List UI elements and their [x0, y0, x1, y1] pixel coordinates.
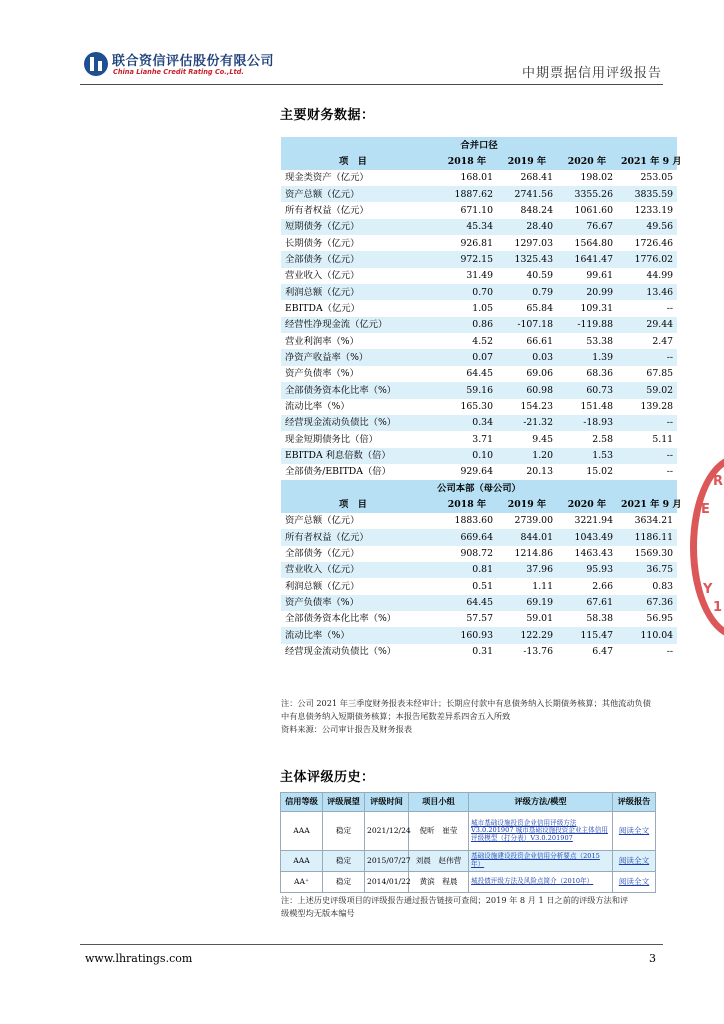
table-cell: 1214.86	[497, 546, 557, 562]
table-cell: -13.76	[497, 644, 557, 660]
table-cell: 64.45	[437, 595, 497, 611]
table-row	[281, 562, 677, 578]
row-label: 所有者权益（亿元）	[281, 202, 437, 218]
table-cell: 40.59	[497, 268, 557, 284]
table-cell: -119.88	[557, 317, 617, 333]
table-cell: 0.10	[437, 448, 497, 464]
table-cell: 13.46	[617, 284, 677, 300]
table-cell: 5.11	[617, 431, 677, 447]
table-cell: 66.61	[497, 333, 557, 349]
table-cell: -18.93	[557, 415, 617, 431]
column-header: 2020 年	[557, 497, 617, 513]
column-header: 2021 年 9 月	[617, 497, 677, 513]
table-cell: 28.40	[497, 219, 557, 235]
table-cell: 67.61	[557, 595, 617, 611]
table-cell: --	[617, 415, 677, 431]
method-link[interactable]: 城市基础设施投资企业信用评级方法 V3.0.201907 城市基础设施投资企业主体信用评级模型（打分表）V3.0.201907	[469, 812, 613, 851]
table-cell: 198.02	[557, 170, 617, 186]
table-cell: 黄滨 程晨	[409, 872, 469, 893]
table-row	[281, 170, 677, 186]
table-cell: AAA	[281, 812, 323, 851]
table-cell: 669.64	[437, 529, 497, 545]
consolidated-band-label: 合并口径	[281, 137, 677, 153]
column-header: 评级展望	[323, 793, 365, 812]
table-cell: 844.01	[497, 529, 557, 545]
table-cell: 稳定	[323, 851, 365, 872]
table-cell: 253.05	[617, 170, 677, 186]
table-row	[281, 399, 677, 415]
row-label: EBITDA 利息倍数（倍）	[281, 448, 437, 464]
financial-note-2: 中有息债务纳入短期债务核算；本报告尾数差异系四舍五入所致	[281, 711, 511, 721]
table-cell: 1.39	[557, 349, 617, 365]
table-cell: 2.66	[557, 578, 617, 594]
table-cell: 2741.56	[497, 186, 557, 202]
table-cell: 刘晨 赵伟营	[409, 851, 469, 872]
table-cell: 69.06	[497, 366, 557, 382]
table-cell: 0.07	[437, 349, 497, 365]
table-row	[281, 611, 677, 627]
method-link[interactable]: 基础设施建设投资企业信用分析要点（2015 年）	[469, 851, 613, 872]
row-label: 经营现金流动负债比（%）	[281, 644, 437, 660]
rating-history-table	[280, 792, 656, 893]
read-full-link[interactable]: 阅读全文	[613, 851, 656, 872]
column-header: 评级时间	[365, 793, 409, 812]
table-cell: 1.20	[497, 448, 557, 464]
table-row	[281, 284, 677, 300]
table-cell: 45.34	[437, 219, 497, 235]
row-label: 资产负债率（%）	[281, 595, 437, 611]
table-cell: 168.01	[437, 170, 497, 186]
financial-source: 资料来源：公司审计报告及财务报表	[281, 724, 413, 734]
table-cell: 139.28	[617, 399, 677, 415]
table-row	[281, 349, 677, 365]
table-cell: 3835.59	[617, 186, 677, 202]
table-cell: 268.41	[497, 170, 557, 186]
history-note-1: 注：上述历史评级项目的评级报告通过报告链接可查阅；2019 年 8 月 1 日之前的评级方法和评	[281, 895, 629, 905]
table-cell: 2.47	[617, 333, 677, 349]
row-label: 全部债务（亿元）	[281, 251, 437, 267]
row-label: 营业收入（亿元）	[281, 562, 437, 578]
table-cell: AA⁺	[281, 872, 323, 893]
row-label: 所有者权益（亿元）	[281, 529, 437, 545]
consolidated-band	[281, 137, 677, 153]
parent-company-band-label: 公司本部（母公司）	[281, 480, 677, 496]
table-cell: 3221.94	[557, 513, 617, 529]
table-cell: 3.71	[437, 431, 497, 447]
table-cell: 49.56	[617, 219, 677, 235]
table-cell: 1887.62	[437, 186, 497, 202]
table-cell: 53.38	[557, 333, 617, 349]
table-cell: 0.83	[617, 578, 677, 594]
column-header: 项 目	[281, 497, 437, 513]
table-row	[281, 578, 677, 594]
row-label: 全部债务（亿元）	[281, 546, 437, 562]
table-cell: 972.15	[437, 251, 497, 267]
column-header: 2019 年	[497, 497, 557, 513]
table-cell: 1061.60	[557, 202, 617, 218]
row-label: 经营现金流动负债比（%）	[281, 415, 437, 431]
table-cell: 0.31	[437, 644, 497, 660]
company-name-cn: 联合资信评估股份有限公司	[112, 54, 275, 69]
table-row	[281, 333, 677, 349]
table-row	[281, 464, 677, 480]
table-cell: --	[617, 644, 677, 660]
table-cell: 稳定	[323, 812, 365, 851]
table-cell: 31.49	[437, 268, 497, 284]
read-full-link[interactable]: 阅读全文	[613, 812, 656, 851]
row-label: 流动比率（%）	[281, 399, 437, 415]
table-cell: 929.64	[437, 464, 497, 480]
row-label: 营业收入（亿元）	[281, 268, 437, 284]
table-cell: 59.01	[497, 611, 557, 627]
table-cell: 1.05	[437, 300, 497, 316]
read-full-link[interactable]: 阅读全文	[613, 872, 656, 893]
row-label: EBITDA（亿元）	[281, 300, 437, 316]
page-header	[0, 0, 724, 90]
history-header-row	[281, 793, 656, 812]
row-label: 全部债务资本化比率（%）	[281, 382, 437, 398]
table-cell: 2015/07/27	[365, 851, 409, 872]
table-cell: 68.36	[557, 366, 617, 382]
column-header: 项 目	[281, 153, 437, 169]
table-cell: 20.13	[497, 464, 557, 480]
table-cell: 165.30	[437, 399, 497, 415]
table-row	[281, 644, 677, 660]
table-cell: 0.79	[497, 284, 557, 300]
table-cell: 1569.30	[617, 546, 677, 562]
parent-company-band	[281, 480, 677, 496]
table-cell: 1883.60	[437, 513, 497, 529]
row-label: 资产负债率（%）	[281, 366, 437, 382]
table-cell: 60.98	[497, 382, 557, 398]
table-cell: 0.86	[437, 317, 497, 333]
table-cell: 9.45	[497, 431, 557, 447]
table-cell: 110.04	[617, 627, 677, 643]
row-label: 营业利润率（%）	[281, 333, 437, 349]
table-cell: --	[617, 448, 677, 464]
table-cell: 99.61	[557, 268, 617, 284]
table-row	[281, 513, 677, 529]
table-row	[281, 317, 677, 333]
table-cell: 57.57	[437, 611, 497, 627]
table-row	[281, 382, 677, 398]
row-label: 长期债务（亿元）	[281, 235, 437, 251]
table-row	[281, 627, 677, 643]
table-cell: AAA	[281, 851, 323, 872]
table-cell: 154.23	[497, 399, 557, 415]
company-seal-stamp: R E Y 1	[690, 455, 724, 639]
table-row	[281, 546, 677, 562]
table-row	[281, 235, 677, 251]
table-cell: 2.58	[557, 431, 617, 447]
table-cell: 848.24	[497, 202, 557, 218]
table-cell: 115.47	[557, 627, 617, 643]
footer-url[interactable]: www.lhratings.com	[85, 952, 193, 965]
table-row	[281, 529, 677, 545]
table-cell: 0.03	[497, 349, 557, 365]
table-row	[281, 202, 677, 218]
table-cell: 58.38	[557, 611, 617, 627]
column-header: 2021 年 9 月	[617, 153, 677, 169]
financial-data-table	[281, 137, 682, 660]
table-cell: 37.96	[497, 562, 557, 578]
table-cell: --	[617, 464, 677, 480]
table-cell: 倪昕 崔莹	[409, 812, 469, 851]
column-header: 2020 年	[557, 153, 617, 169]
table-cell: 29.44	[617, 317, 677, 333]
table-row	[281, 366, 677, 382]
table-cell: 0.81	[437, 562, 497, 578]
table-cell: 44.99	[617, 268, 677, 284]
table-cell: 1297.03	[497, 235, 557, 251]
history-row	[281, 872, 656, 893]
table-cell: 1186.11	[617, 529, 677, 545]
table-cell: 69.19	[497, 595, 557, 611]
table-cell: 109.31	[557, 300, 617, 316]
row-label: 资产总额（亿元）	[281, 186, 437, 202]
table-cell: 0.51	[437, 578, 497, 594]
table-row	[281, 431, 677, 447]
financial-section-title: 主要财务数据：	[280, 108, 375, 123]
row-label: 经营性净现金流（亿元）	[281, 317, 437, 333]
table-cell: 1726.46	[617, 235, 677, 251]
row-label: 全部债务资本化比率（%）	[281, 611, 437, 627]
table-cell: 15.02	[557, 464, 617, 480]
table-cell: 1.53	[557, 448, 617, 464]
table-cell: 3634.21	[617, 513, 677, 529]
table-cell: 64.45	[437, 366, 497, 382]
history-section-title: 主体评级历史：	[280, 770, 375, 785]
table-row	[281, 300, 677, 316]
table-cell: 2021/12/24	[365, 812, 409, 851]
table-cell: 122.29	[497, 627, 557, 643]
column-header: 评级报告	[613, 793, 656, 812]
page-number: 3	[649, 952, 656, 965]
table-cell: 59.16	[437, 382, 497, 398]
column-header: 项目小组	[409, 793, 469, 812]
history-note-2: 级模型均无版本编号	[281, 908, 355, 918]
history-row	[281, 812, 656, 851]
table-row	[281, 186, 677, 202]
table-cell: 20.99	[557, 284, 617, 300]
method-link[interactable]: 城投债评级方法及风险点简介（2010年）	[469, 872, 613, 893]
table-row	[281, 219, 677, 235]
row-label: 资产总额（亿元）	[281, 513, 437, 529]
table-cell: 65.84	[497, 300, 557, 316]
table-cell: 56.95	[617, 611, 677, 627]
row-label: 净资产收益率（%）	[281, 349, 437, 365]
table-cell: 0.70	[437, 284, 497, 300]
table-cell: 2739.00	[497, 513, 557, 529]
table-cell: 3355.26	[557, 186, 617, 202]
table-cell: 36.75	[617, 562, 677, 578]
table-cell: 4.52	[437, 333, 497, 349]
table-cell: 稳定	[323, 872, 365, 893]
table-cell: --	[617, 300, 677, 316]
column-header: 2018 年	[437, 153, 497, 169]
table-cell: 1233.19	[617, 202, 677, 218]
table-cell: 95.93	[557, 562, 617, 578]
table-cell: 2014/01/22	[365, 872, 409, 893]
table-cell: 160.93	[437, 627, 497, 643]
table-cell: 1325.43	[497, 251, 557, 267]
report-title: 中期票据信用评级报告	[522, 66, 663, 81]
row-label: 利润总额（亿元）	[281, 578, 437, 594]
row-label: 短期债务（亿元）	[281, 219, 437, 235]
financial-note-1: 注：公司 2021 年三季度财务报表未经审计；长期应付款中有息债务纳入长期债务核算；其他流动负债	[281, 698, 651, 708]
table-cell: --	[617, 349, 677, 365]
table-cell: 76.67	[557, 219, 617, 235]
column-header: 信用等级	[281, 793, 323, 812]
table-cell: 151.48	[557, 399, 617, 415]
table-row	[281, 415, 677, 431]
table-cell: -21.32	[497, 415, 557, 431]
column-header: 2018 年	[437, 497, 497, 513]
table-cell: 926.81	[437, 235, 497, 251]
table-cell: 908.72	[437, 546, 497, 562]
table-cell: 60.73	[557, 382, 617, 398]
footer-divider	[80, 944, 663, 945]
history-row	[281, 851, 656, 872]
table-cell: 0.34	[437, 415, 497, 431]
row-label: 现金类资产（亿元）	[281, 170, 437, 186]
table-cell: 1.11	[497, 578, 557, 594]
table-cell: 59.02	[617, 382, 677, 398]
company-name-en: China Lianhe Credit Rating Co.,Ltd.	[113, 68, 244, 76]
table-row	[281, 251, 677, 267]
row-label: 全部债务/EBITDA（倍）	[281, 464, 437, 480]
row-label: 现金短期债务比（倍）	[281, 431, 437, 447]
company-logo-icon	[84, 52, 108, 76]
table-cell: 67.36	[617, 595, 677, 611]
row-label: 利润总额（亿元）	[281, 284, 437, 300]
table-cell: -107.18	[497, 317, 557, 333]
table-cell: 671.10	[437, 202, 497, 218]
table-cell: 1776.02	[617, 251, 677, 267]
table-cell: 1564.80	[557, 235, 617, 251]
row-label: 流动比率（%）	[281, 627, 437, 643]
column-header: 评级方法/模型	[469, 793, 613, 812]
table-cell: 1641.47	[557, 251, 617, 267]
parent-header-row	[281, 497, 677, 513]
table-row	[281, 448, 677, 464]
table-row	[281, 268, 677, 284]
consolidated-header-row	[281, 153, 677, 169]
table-cell: 1463.43	[557, 546, 617, 562]
table-cell: 6.47	[557, 644, 617, 660]
table-row	[281, 595, 677, 611]
table-cell: 1043.49	[557, 529, 617, 545]
header-divider	[80, 84, 663, 85]
table-cell: 67.85	[617, 366, 677, 382]
column-header: 2019 年	[497, 153, 557, 169]
